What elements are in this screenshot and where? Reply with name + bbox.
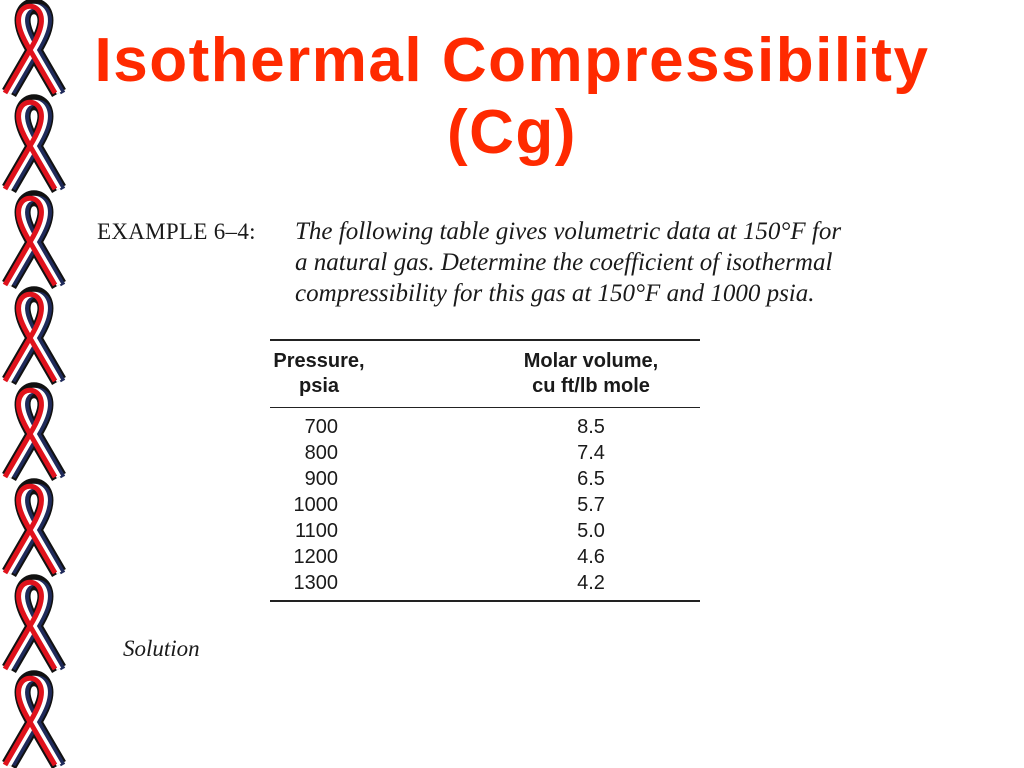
cell-molar-volume: 8.5: [577, 416, 605, 438]
table-row: [270, 414, 700, 440]
example-text-line: The following table gives volumetric data at 150°F for: [295, 218, 842, 245]
ribbon-icon: [5, 678, 63, 765]
table-row: [270, 518, 700, 544]
ribbon-icon: [5, 294, 63, 381]
header-line: psia: [298, 375, 340, 397]
table-row: [270, 440, 700, 466]
data-table: [270, 339, 700, 602]
example-text-line: a natural gas. Determine the coefficient of isothermal: [295, 249, 833, 276]
table-row: [270, 570, 700, 596]
example-text-line: compressibility for this gas at 150°F and 1000 psia.: [295, 280, 815, 307]
table-header-molar-volume: [511, 349, 671, 399]
cell-molar-volume: 6.5: [577, 468, 605, 490]
cell-pressure: 900: [304, 468, 338, 490]
cell-molar-volume: 4.2: [577, 572, 605, 594]
header-line: Pressure,: [273, 350, 365, 372]
cell-pressure: 800: [304, 442, 338, 464]
title-line: (Cg): [447, 98, 577, 167]
ribbon-icon: [5, 198, 63, 285]
ribbon-icon: [5, 582, 63, 669]
cell-molar-volume: 5.7: [577, 494, 605, 516]
table-header-pressure: [270, 349, 368, 399]
table-row: [270, 492, 700, 518]
table-row: [270, 544, 700, 570]
cell-pressure: 1200: [293, 546, 338, 568]
example-text: [295, 216, 841, 309]
cell-molar-volume: 7.4: [577, 442, 605, 464]
header-line: Molar volume,: [523, 350, 659, 372]
cell-molar-volume: 4.6: [577, 546, 605, 568]
cell-pressure: 1000: [293, 494, 338, 516]
solution-label: Solution: [123, 636, 200, 661]
ribbon-icon: [5, 486, 63, 573]
slide-title: [0, 25, 1024, 169]
cell-molar-volume: 5.0: [577, 520, 605, 542]
cell-pressure: 700: [304, 416, 338, 438]
table-header: [270, 341, 700, 408]
table-row: [270, 466, 700, 492]
table-body: [270, 408, 700, 600]
cell-pressure: 1300: [293, 572, 338, 594]
example-label: EXAMPLE 6–4:: [97, 219, 256, 244]
cell-pressure: 1100: [294, 520, 338, 542]
header-line: cu ft/lb mole: [532, 375, 650, 397]
ribbon-icon: [5, 390, 63, 477]
title-line: Isothermal Compressibility: [94, 26, 930, 95]
